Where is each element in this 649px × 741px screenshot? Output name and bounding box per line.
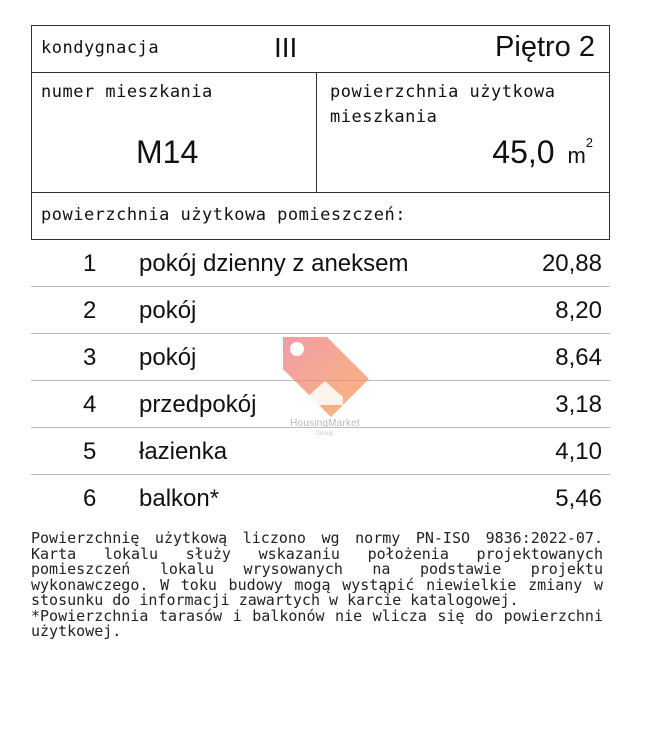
room-name: łazienka (139, 438, 228, 465)
apartment-number-value: M14 (136, 134, 199, 170)
watermark-brand: HousingMarket (290, 418, 360, 429)
room-name: pokój (139, 297, 197, 324)
room-area: 20,88 (541, 250, 602, 277)
apartment-area-value: 45,0 (492, 134, 555, 170)
room-number: 3 (83, 344, 97, 371)
room-number: 4 (83, 391, 97, 418)
disclaimer-note (31, 531, 603, 640)
rooms-header-label: powierzchnia użytkowa pomieszczeń: (41, 205, 406, 225)
column-divider (316, 72, 317, 192)
room-number: 6 (83, 485, 97, 512)
floor-label: Piętro 2 (495, 31, 595, 63)
room-area: 4,10 (555, 438, 602, 465)
apartment-area-value-group (492, 134, 593, 171)
table-row (31, 241, 610, 287)
kondygnacja-label: kondygnacja (41, 38, 160, 58)
table-row (31, 476, 610, 522)
room-name: przedpokój (139, 391, 257, 418)
room-name: pokój (139, 344, 197, 371)
room-number: 2 (83, 297, 97, 324)
balcony-footnote: *Powierzchnia tarasów i balkonów nie wlicza się do powierzchni użytkowej. (31, 606, 603, 640)
room-area: 5,46 (555, 485, 602, 512)
disclaimer-paragraph: Powierzchnię użytkową liczono wg normy PN-ISO 9836:2022-07. Karta lokalu służy wskazaniu położenia projektowanych pomieszczeń lokalu wrysowanych na podstawie projektu wykonawczego. W toku budowy mogą wystąpić niewielkie zmiany w stosunku do informacji zawartych w karcie katalogowej. (31, 529, 603, 609)
watermark-sub: Group (316, 431, 334, 437)
floor-header-row (31, 25, 610, 73)
apartment-info-row (31, 72, 610, 193)
room-name: pokój dzienny z aneksem (139, 250, 409, 277)
table-row (31, 288, 610, 334)
kondygnacja-value: III (274, 32, 298, 63)
rooms-header-row (31, 192, 610, 240)
apartment-area-label-line1: powierzchnia użytkowa (330, 82, 556, 102)
apartment-area-label-line2: mieszkania (330, 107, 438, 127)
room-area: 8,64 (555, 344, 602, 371)
apartment-area-unit: m (567, 143, 586, 168)
room-number: 1 (83, 250, 97, 277)
room-area: 8,20 (555, 297, 602, 324)
apartment-number-label: numer mieszkania (41, 82, 213, 102)
room-name: balkon* (139, 485, 220, 512)
apartment-area-unit-exponent: 2 (585, 135, 593, 151)
room-area: 3,18 (555, 391, 602, 418)
room-number: 5 (83, 438, 97, 465)
